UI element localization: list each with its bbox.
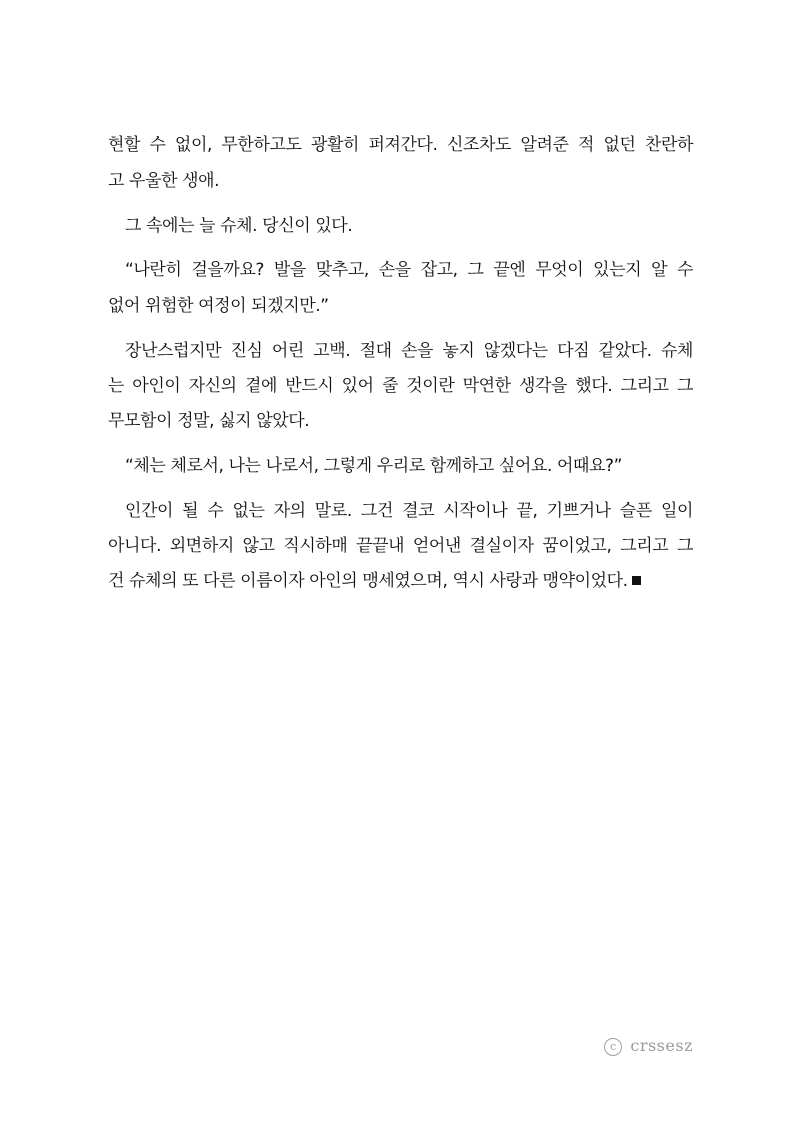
text-line: “나란히 걸을까요? 발을 맞추고, 손을 잡고, 그 끝엔 무엇이 있는지 알 수 bbox=[125, 260, 693, 280]
text-line: 없어 위험한 여정이 되겠지만.” bbox=[108, 296, 329, 316]
text-line: 장난스럽지만 진심 어린 고백. 절대 손을 놓지 않겠다는 다짐 같았다. 슈체 bbox=[125, 341, 693, 361]
text-line: 무모함이 정말, 싫지 않았다. bbox=[108, 411, 310, 431]
text-line: 아니다. 외면하지 않고 직시하매 끝끝내 얻어낸 결실이자 꿈이었고, 그리고 그 bbox=[108, 536, 693, 556]
end-mark-icon bbox=[632, 576, 641, 585]
text-line: 는 아인이 자신의 곁에 반드시 있어 줄 것이란 막연한 생각을 했다. 그리고 그 bbox=[108, 376, 693, 396]
text-line: 현할 수 없이, 무한하고도 광활히 퍼져간다. 신조차도 알려준 적 없던 찬란하 bbox=[108, 135, 693, 155]
text-line: 인간이 될 수 없는 자의 말로. 그건 결코 시작이나 끝, 기쁘거나 슬픈 일이 bbox=[125, 501, 693, 521]
text-line: 고 우울한 생애. bbox=[108, 171, 220, 191]
text-line-content: 건 슈체의 또 다른 이름이자 아인의 맹세였으며, 역시 사랑과 맹약이었다. bbox=[108, 571, 628, 591]
author-name: crssesz bbox=[630, 1036, 693, 1055]
text-line-final bbox=[108, 569, 693, 593]
text-line: 그 속에는 늘 슈체. 당신이 있다. bbox=[125, 216, 353, 236]
copyright-icon: c bbox=[604, 1038, 622, 1056]
text-line: “체는 체로서, 나는 나로서, 그렇게 우리로 함께하고 싶어요. 어때요?” bbox=[125, 456, 623, 476]
copyright-footer bbox=[604, 1036, 693, 1056]
